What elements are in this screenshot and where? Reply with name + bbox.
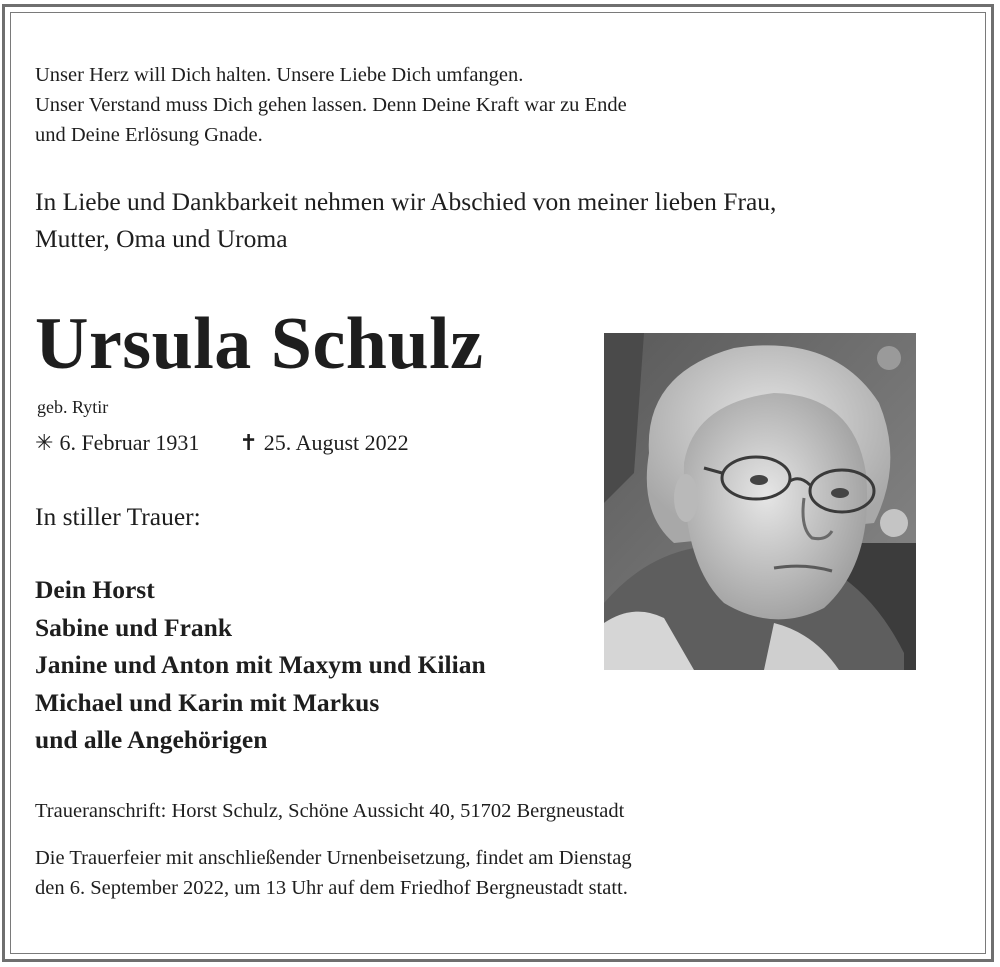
intro-line: Mutter, Oma und Uroma [35, 224, 288, 253]
family-member: Sabine und Frank [35, 612, 233, 642]
ceremony-line: den 6. September 2022, um 13 Uhr auf dem Friedhof Bergneustadt statt. [35, 877, 628, 899]
family-member: Michael und Karin mit Markus [35, 687, 380, 717]
family-list [35, 571, 486, 759]
family-member: Janine und Anton mit Maxym und Kilian [35, 650, 486, 679]
birth-star-icon: ✳ [35, 430, 54, 455]
mourning-heading: In stiller Trauer: [35, 502, 201, 531]
life-dates [35, 428, 409, 458]
verse-line: Unser Herz will Dich halten. Unsere Liebe Dich umfangen. [35, 64, 524, 86]
verse-line: Unser Verstand muss Dich gehen lassen. Denn Deine Kraft war zu Ende [35, 94, 627, 116]
ceremony-line: Die Trauerfeier mit anschließender Urnenbeisetzung, findet am Dienstag [35, 847, 632, 869]
death-cross-icon: ✝ [239, 430, 258, 455]
farewell-intro [35, 183, 776, 257]
ceremony-info [35, 843, 632, 903]
portrait-photo [604, 333, 916, 670]
birth-date: 6. Februar 1931 [59, 430, 200, 455]
deceased-name: Ursula Schulz [35, 303, 484, 385]
verse-line: und Deine Erlösung Gnade. [35, 124, 263, 146]
death-date: 25. August 2022 [263, 430, 409, 455]
intro-line: In Liebe und Dankbarkeit nehmen wir Abschied von meiner lieben Frau, [35, 187, 777, 216]
family-member: und alle Angehörigen [35, 725, 268, 754]
birth-name: geb. Rytir [37, 397, 109, 417]
mourning-address: Traueranschrift: Horst Schulz, Schöne Aussicht 40, 51702 Bergneustadt [35, 800, 625, 822]
verse [35, 60, 627, 150]
family-member: Dein Horst [35, 575, 155, 604]
